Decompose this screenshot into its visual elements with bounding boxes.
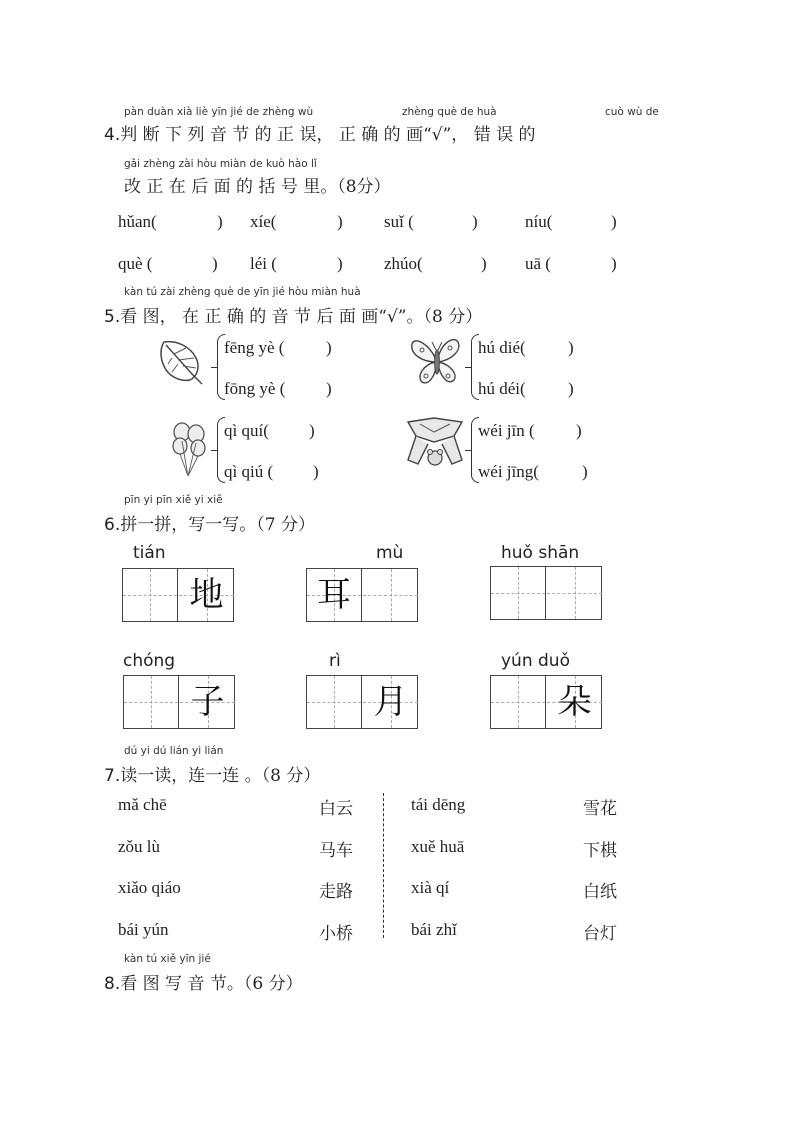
q5-g1-close1: ): [326, 338, 332, 357]
q7-right-word-4[interactable]: 台灯: [583, 924, 617, 944]
cell-char: 子: [190, 682, 225, 722]
q5-g2-close2: ): [568, 379, 574, 398]
q6-box3[interactable]: [490, 566, 602, 620]
q4-item-2: xíe(: [250, 212, 277, 231]
q5-g3-close1: ): [309, 421, 315, 440]
q7-left-word-1[interactable]: 白云: [319, 799, 353, 819]
q5-g3-opt2: qì qiú (: [224, 462, 274, 481]
q4-text-line2: 改 正 在 后 面 的 括 号 里。（8分）: [124, 177, 391, 197]
q5-text: 看 图， 在 正 确 的 音 节 后 面 画“√”。（8 分）: [120, 307, 483, 327]
q6-box1-pinyin: tián: [133, 543, 166, 563]
q4-item-4: níu(: [525, 212, 553, 231]
writing-cell[interactable]: [363, 569, 418, 621]
q8-text: 看 图 写 音 节。（6 分）: [120, 974, 303, 994]
q5-heading: [104, 302, 482, 327]
q4-close-4: ): [611, 212, 617, 231]
q7-text: 读一读，连一连 。（8 分）: [120, 766, 321, 786]
q7-left-pinyin-2[interactable]: zǒu lù: [118, 837, 161, 856]
q6-box2-pinyin: mù: [376, 543, 404, 563]
q6-box6-pinyin: yún duǒ: [501, 651, 570, 671]
q7-left-word-3[interactable]: 走路: [319, 882, 353, 902]
writing-cell: [179, 569, 234, 621]
cell-char: 朵: [557, 682, 592, 722]
q5-g4-opt1: wéi jīn (: [478, 421, 535, 440]
q4-close-1: ): [217, 212, 223, 231]
q6-heading: [104, 510, 315, 535]
cell-char: 耳: [317, 575, 351, 615]
q5-g2-opt1: hú dié(: [478, 338, 526, 357]
q4-item-7: zhúo(: [384, 254, 423, 273]
q5-pinyin: kàn tú zài zhèng què de yīn jié hòu miàn huà: [124, 286, 361, 298]
q4-heading: [104, 120, 536, 145]
q6-number: 6.: [104, 515, 121, 535]
cell-char: 月: [373, 682, 408, 722]
q4-text-line1: 判 断 下 列 音 节 的 正 误， 正 确 的 画“√”， 错 误 的: [120, 125, 536, 145]
q6-text: 拼一拼，写一写。（7 分）: [120, 515, 315, 535]
q4-pinyin-line1c: cuò wù de: [605, 106, 659, 118]
q6-box6[interactable]: [490, 675, 602, 729]
balloons-icon: [168, 420, 212, 482]
q7-pinyin: dú yi dú lián yi lián: [124, 745, 224, 757]
q8-heading: [104, 969, 303, 994]
q4-pinyin-line1: pàn duàn xià liè yīn jié de zhèng wù: [124, 106, 314, 118]
q7-divider: [383, 793, 384, 938]
q7-left-pinyin-3[interactable]: xiǎo qiáo: [118, 878, 181, 897]
writing-cell[interactable]: [491, 676, 546, 728]
writing-cell: [547, 676, 602, 728]
q4-close-2: ): [337, 212, 343, 231]
q5-g1-close2: ): [326, 379, 332, 398]
q8-pinyin: kàn tú xiě yīn jié: [124, 953, 211, 965]
q5-g2-close1: ): [568, 338, 574, 357]
cell-char: 地: [189, 575, 224, 615]
writing-cell[interactable]: [547, 567, 602, 619]
q5-g1-opt2: fōng yè (: [224, 379, 286, 398]
q5-g4-close2: ): [582, 462, 588, 481]
q7-right-word-2[interactable]: 下棋: [583, 841, 617, 861]
scarf-icon: [404, 414, 466, 474]
q5-g3-opt1: qì quí(: [224, 421, 269, 440]
q4-close-6: ): [337, 254, 343, 273]
q5-g3-close2: ): [313, 462, 319, 481]
writing-cell[interactable]: [124, 676, 179, 728]
leaf-icon: [156, 336, 206, 386]
q7-right-pinyin-2[interactable]: xuě huā: [411, 837, 465, 856]
writing-cell[interactable]: [491, 567, 546, 619]
q4-item-5: què (: [118, 254, 153, 273]
q5-number: 5.: [104, 307, 121, 327]
q4-item-3: suǐ (: [384, 212, 414, 231]
q7-right-pinyin-1[interactable]: tái dēng: [411, 795, 466, 814]
q4-pinyin-line1b: zhèng què de huà: [402, 106, 497, 118]
q6-box1[interactable]: [122, 568, 234, 622]
q6-box4[interactable]: [123, 675, 235, 729]
q7-number: 7.: [104, 766, 121, 786]
q7-heading: [104, 761, 320, 786]
q7-right-word-3[interactable]: 白纸: [583, 882, 617, 902]
q4-item-1: hǔan(: [118, 212, 157, 231]
q6-box4-pinyin: chóng: [123, 651, 176, 671]
writing-cell[interactable]: [123, 569, 178, 621]
q4-item-6: léi (: [250, 254, 277, 273]
q5-g4-opt2: wéi jīng(: [478, 462, 539, 481]
q7-right-word-1[interactable]: 雪花: [583, 799, 617, 819]
writing-cell: [363, 676, 418, 728]
butterfly-icon: [408, 332, 466, 390]
q6-box3-pinyin: huǒ shān: [501, 543, 580, 563]
q6-box5[interactable]: [306, 675, 418, 729]
writing-cell: [180, 676, 235, 728]
q5-g1-opt1: fēng yè (: [224, 338, 285, 357]
q7-left-pinyin-1[interactable]: mǎ chē: [118, 795, 167, 814]
writing-cell: [307, 569, 362, 621]
q7-right-pinyin-4[interactable]: bái zhǐ: [411, 920, 457, 939]
q6-pinyin: pīn yi pīn xiě yi xiě: [124, 494, 223, 506]
q7-left-word-4[interactable]: 小桥: [319, 924, 353, 944]
q4-close-8: ): [611, 254, 617, 273]
q4-close-5: ): [212, 254, 218, 273]
q4-close-7: ): [481, 254, 487, 273]
q7-left-word-2[interactable]: 马车: [319, 841, 353, 861]
writing-cell[interactable]: [307, 676, 362, 728]
q4-close-3: ): [472, 212, 478, 231]
q8-number: 8.: [104, 974, 121, 994]
q5-g2-opt2: hú déi(: [478, 379, 526, 398]
q7-right-pinyin-3[interactable]: xià qí: [411, 878, 450, 897]
q5-g4-close1: ): [576, 421, 582, 440]
q4-item-8: uā (: [525, 254, 551, 273]
q6-box5-pinyin: rì: [329, 651, 341, 671]
q4-number: 4.: [104, 125, 121, 145]
q6-box2[interactable]: [306, 568, 418, 622]
q4-pinyin-line2: gǎi zhèng zài hòu miàn de kuò hào lǐ: [124, 158, 317, 170]
q7-left-pinyin-4[interactable]: bái yún: [118, 920, 169, 939]
